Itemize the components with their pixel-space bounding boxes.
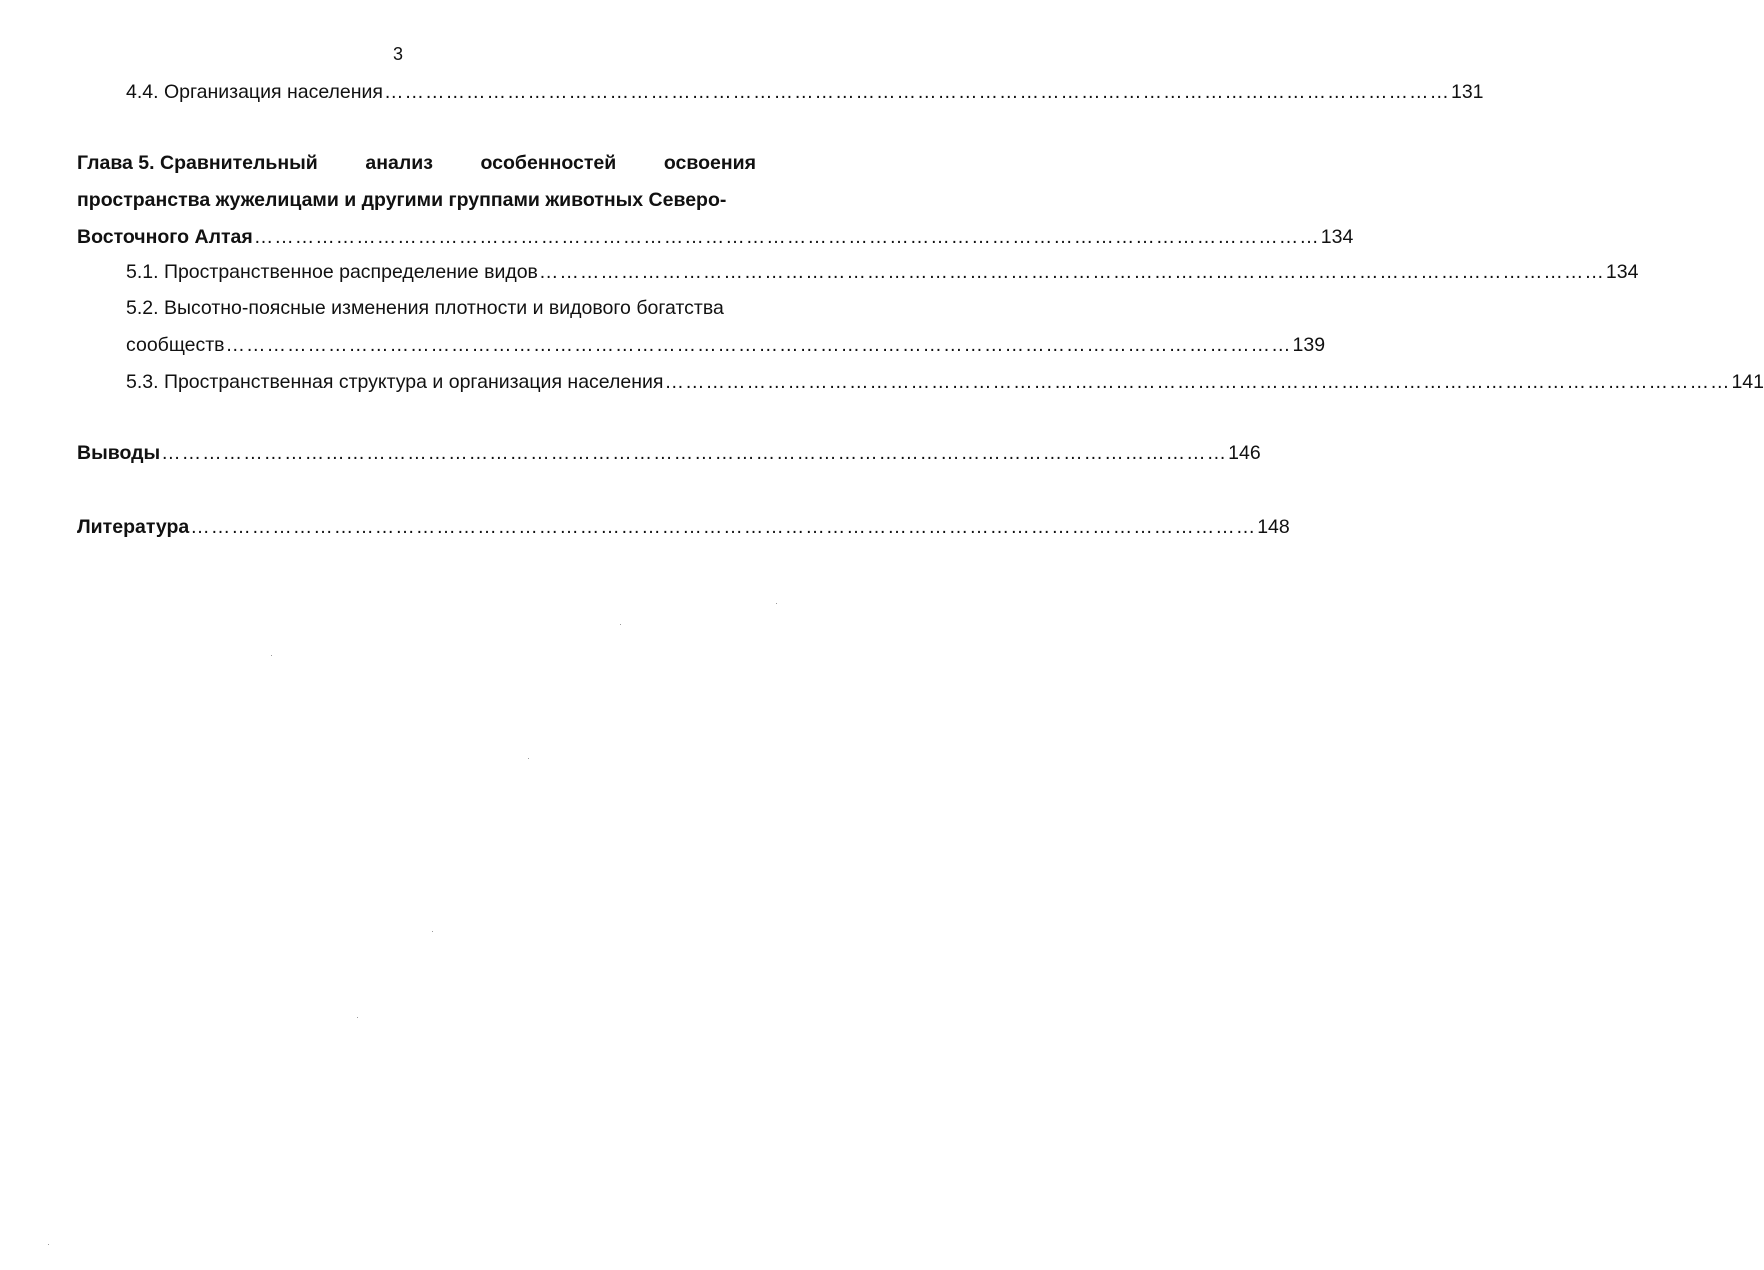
toc-entry-conclusions — [77, 440, 1261, 466]
toc-entry-label: 4.4. Организация населения — [126, 81, 383, 103]
toc-leader-dots: ………………………………………………………………………………………………………………………………………… — [664, 371, 1731, 393]
scan-speck — [357, 1017, 358, 1018]
toc-entry-label: Выводы — [77, 442, 161, 464]
toc-page-number: 141 — [1731, 371, 1764, 393]
scan-speck — [776, 603, 777, 604]
scan-speck — [48, 1244, 49, 1245]
toc-entry-label: 5.1. Пространственное распределение видов — [126, 261, 538, 283]
toc-entry-label: Восточного Алтая — [77, 226, 253, 248]
page-number: 3 — [392, 44, 403, 64]
scan-speck — [271, 655, 272, 656]
toc-entry-label: сообществ — [126, 334, 225, 356]
toc-page-number: 146 — [1228, 442, 1261, 464]
toc-page-number: 148 — [1257, 516, 1290, 538]
toc-entry-5-3 — [126, 369, 1764, 395]
toc-entry-5-1 — [126, 259, 1639, 285]
toc-chapter-5-word: освоения — [663, 152, 756, 174]
toc-leader-dots: ………………………………………………………………………………………………………………………………………… — [538, 261, 1605, 283]
toc-entry-label: 5.3. Пространственная структура и организация населения — [126, 371, 664, 393]
toc-chapter-5-word: особенностей — [480, 152, 617, 174]
scan-speck — [432, 931, 433, 932]
toc-chapter-5-line-2: пространства жужелицами и другими группами животных Северо- — [77, 189, 727, 211]
scan-speck — [620, 624, 621, 625]
toc-page-number: 139 — [1292, 334, 1326, 356]
toc-page-number: 134 — [1320, 226, 1354, 248]
toc-entry-5-2-line-1: 5.2. Высотно-поясные изменения плотности и видового богатства — [126, 297, 724, 319]
toc-leader-dots: ………………………………………………………………………………………………………………………………………… — [190, 516, 1257, 538]
toc-leader-dots: ………………………………………………………………………………………………………………………………………… — [161, 442, 1228, 464]
toc-chapter-5-word: анализ — [365, 152, 433, 174]
toc-chapter-5-line-3 — [77, 224, 1354, 250]
toc-page-number: 134 — [1605, 261, 1639, 283]
toc-entry-5-2-line-2 — [126, 332, 1326, 358]
toc-leader-dots: ………………………………………………………………………………………………………………………………………… — [225, 334, 1292, 356]
toc-chapter-5-word: Глава 5. Сравнительный — [77, 152, 318, 174]
toc-page-number: 131 — [1450, 81, 1484, 103]
toc-leader-dots: ………………………………………………………………………………………………………………………………………… — [383, 81, 1450, 103]
toc-entry-label: Литература — [77, 516, 190, 538]
toc-chapter-5-line-1 — [77, 150, 756, 176]
toc-entry-4-4 — [126, 79, 1484, 105]
scan-speck — [528, 758, 529, 759]
toc-leader-dots: ………………………………………………………………………………………………………………………………………… — [253, 226, 1320, 248]
toc-entry-literature — [77, 514, 1290, 540]
